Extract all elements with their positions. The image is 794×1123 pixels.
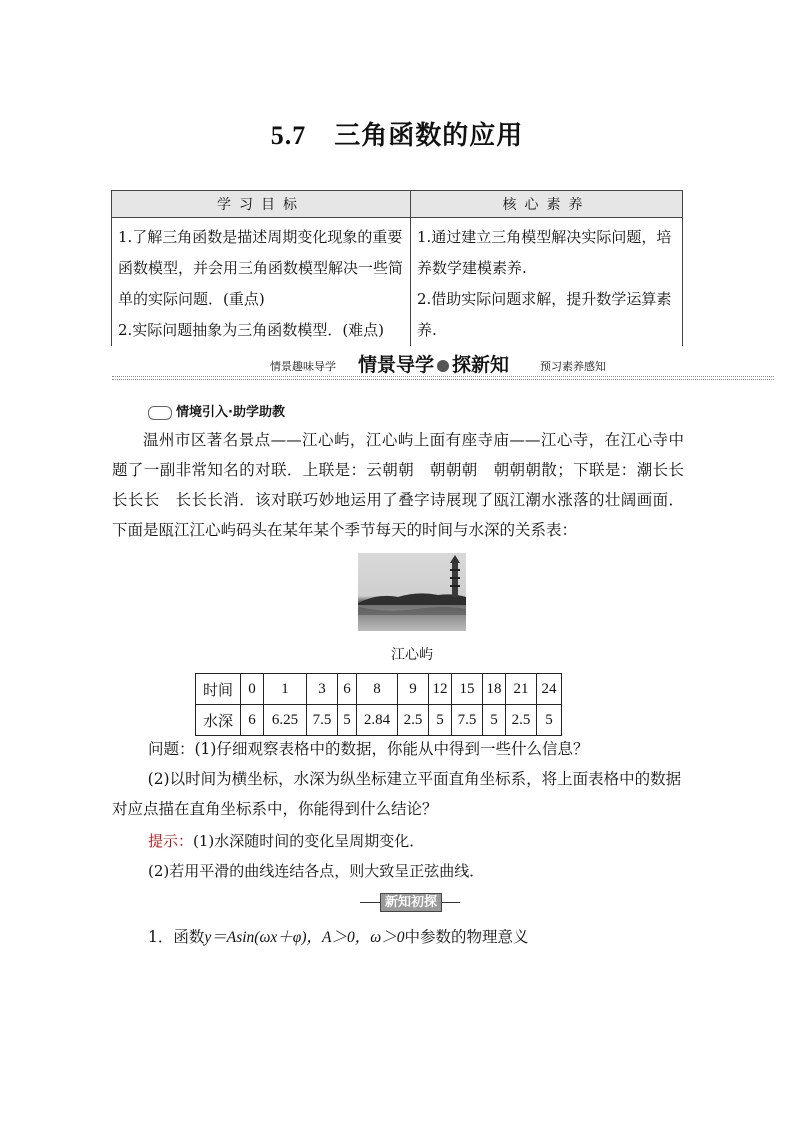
- goals-right-cell: [411, 218, 683, 347]
- table-cell: 7.5: [307, 705, 338, 736]
- literacy-item: 1.通过建立三角模型解决实际问题，培养数学建模素养.: [417, 228, 672, 277]
- goal-item: 1.了解三角函数是描述周期变化现象的重要函数模型，并会用三角函数模型解决一些简单的实际问题．(重点): [118, 228, 404, 308]
- hand-pointer-icon: [148, 406, 172, 420]
- table-cell: 5: [429, 705, 452, 736]
- goals-header-left: 学习目标: [112, 191, 411, 218]
- table-cell: 7.5: [452, 705, 483, 736]
- banner-left-small: 情景趣味导学: [270, 360, 336, 373]
- table-cell: 5: [537, 705, 562, 736]
- table-cell: 18: [483, 674, 506, 705]
- banner-main-right: 探新知: [452, 354, 510, 376]
- table-cell: 21: [506, 674, 537, 705]
- table-cell: 6: [241, 705, 264, 736]
- photo-caption: 江心屿: [391, 647, 433, 663]
- hint-1: [148, 826, 688, 856]
- pagoda-island-illustration: [358, 553, 466, 631]
- table-cell: 12: [429, 674, 452, 705]
- point-suffix: 中参数的物理意义: [404, 928, 529, 946]
- new-knowledge-marker: [360, 893, 460, 911]
- hint-2: (2)若用平滑的曲线连结各点，则大致呈正弦曲线．: [148, 862, 485, 880]
- table-cell: 15: [452, 674, 483, 705]
- intro-paragraph: 温州市区著名景点——江心屿，江心屿上面有座寺庙——江心寺，在江心寺中题了一副非常知名的对联．上联是：云朝朝 朝朝朝 朝朝朝散；下联是：潮长长 长长长 长长长消．该对联巧妙地运用了叠字诗展现了瓯江潮水涨落的壮阔画面．下面是瓯江江心屿码头在某年某个季节每天的时间与水深的关系表：: [112, 431, 700, 539]
- row-label-time: 时间: [196, 674, 241, 705]
- table-cell: 8: [357, 674, 398, 705]
- point-formula: y＝Asin(ωx＋φ)，A＞0，ω＞0: [204, 929, 405, 946]
- banner-main-left: 情景导学: [358, 354, 435, 376]
- table-cell: 6.25: [264, 705, 307, 736]
- table-cell: 2.5: [506, 705, 537, 736]
- table-cell: 3: [307, 674, 338, 705]
- goals-left-cell: [112, 218, 411, 347]
- table-cell: 2.84: [357, 705, 398, 736]
- table-cell: 24: [537, 674, 562, 705]
- island-photo: [358, 553, 466, 631]
- section-banner: [112, 350, 774, 380]
- arrow-circle-icon: [437, 360, 449, 372]
- literacy-item: 2.借助实际问题求解，提升数学运算素养.: [417, 290, 672, 339]
- goal-item: 2.实际问题抽象为三角函数模型．(难点): [118, 321, 385, 339]
- row-label-depth: 水深: [196, 705, 241, 736]
- intro-heading-text: 情境引入·助学助教: [176, 405, 285, 420]
- point-prefix: 1．函数: [148, 928, 205, 946]
- new-knowledge-label: 新知初探: [380, 893, 442, 912]
- page-title: [0, 115, 794, 152]
- table-row: [196, 674, 562, 705]
- section-number: 5.7: [270, 121, 307, 150]
- goals-table: [111, 190, 683, 346]
- hint-label: 提示：: [148, 832, 194, 850]
- question-1: 问题：(1)仔细观察表格中的数据，你能从中得到一些什么信息？: [148, 740, 589, 758]
- banner-right-small: 预习素养感知: [540, 360, 606, 373]
- table-cell: 2.5: [398, 705, 429, 736]
- table-cell: 9: [398, 674, 429, 705]
- table-cell: 0: [241, 674, 264, 705]
- table-row: [196, 705, 562, 736]
- time-depth-table: [195, 673, 562, 736]
- table-cell: 5: [338, 705, 357, 736]
- intro-heading: [148, 401, 285, 420]
- hint-1-text: (1)水深随时间的变化呈周期变化．: [193, 832, 425, 850]
- table-cell: 5: [483, 705, 506, 736]
- banner-main: [358, 350, 509, 377]
- question-2: (2)以时间为横坐标，水深为纵坐标建立平面直角坐标系，将上面表格中的数据对应点描在直角坐标系中，你能得到什么结论？: [112, 770, 682, 818]
- table-cell: 1: [264, 674, 307, 705]
- section-title: 三角函数的应用: [334, 121, 524, 151]
- goals-header-right: 核心素养: [411, 191, 683, 218]
- knowledge-point-1: [148, 922, 708, 953]
- table-cell: 6: [338, 674, 357, 705]
- banner-divider: [112, 379, 774, 380]
